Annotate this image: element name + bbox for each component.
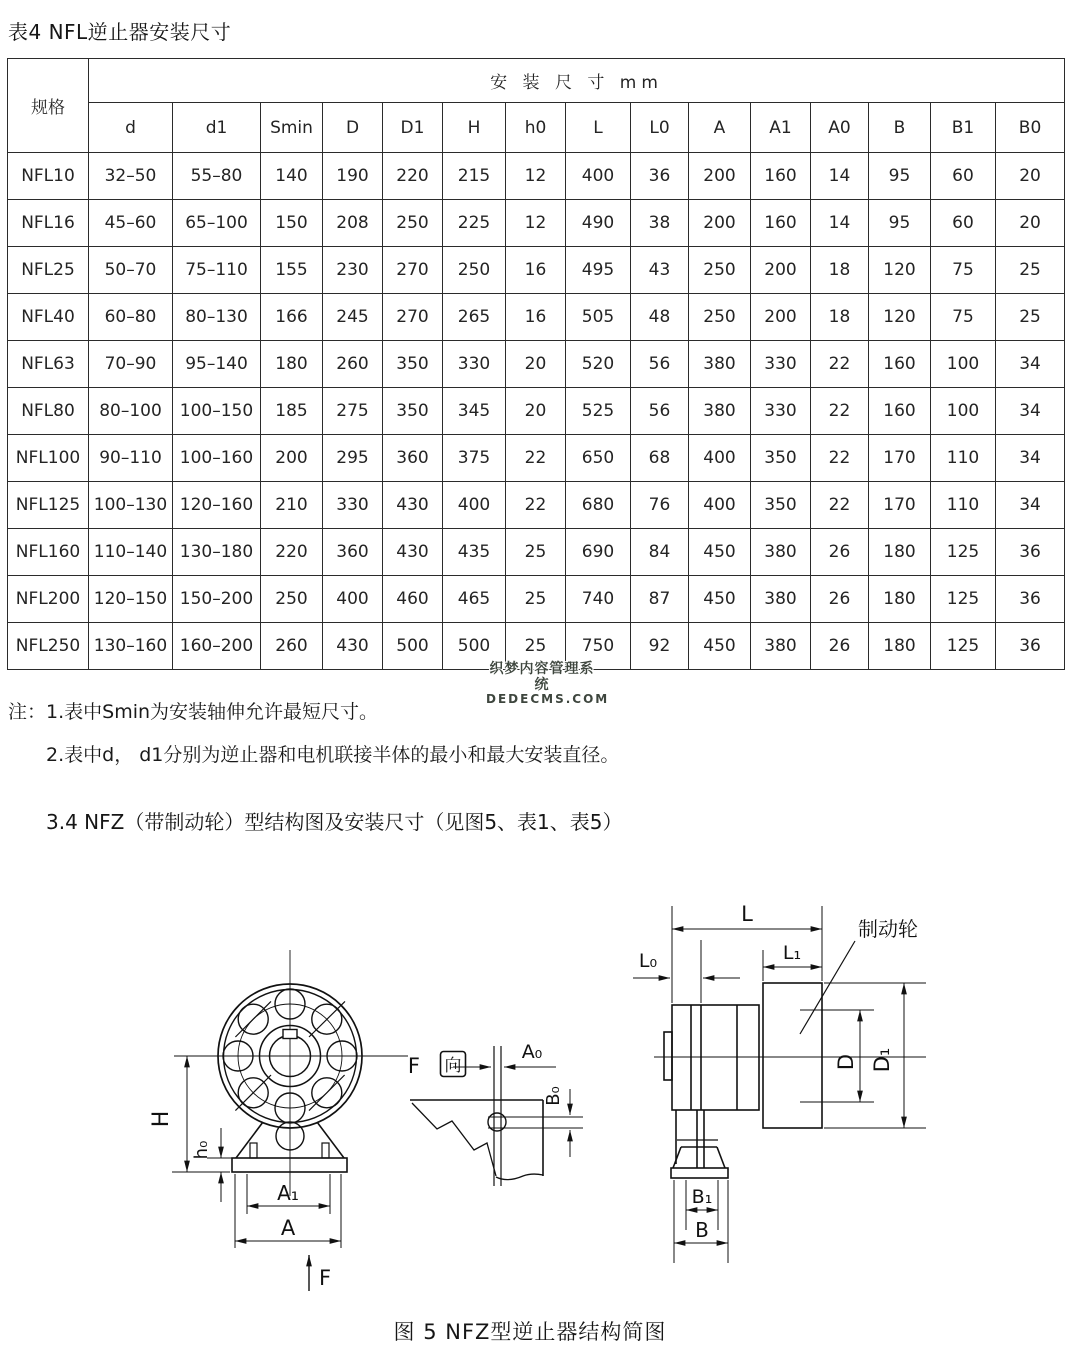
front-bracket (232, 1122, 347, 1172)
table-cell: 400 (689, 435, 751, 482)
table-cell: 360 (383, 435, 443, 482)
table-cell: 750 (566, 623, 631, 670)
table-cell: 55–80 (173, 153, 261, 200)
table-cell: 208 (323, 200, 383, 247)
table-cell: 16 (506, 294, 566, 341)
table-cell: 100–160 (173, 435, 261, 482)
note-line-1-text: 注：1.表中Smin为安装轴伸允许最短尺寸。 (8, 701, 379, 723)
table-cell: 14 (811, 200, 869, 247)
table-cell: 250 (383, 200, 443, 247)
column-header-L0: L0 (631, 103, 689, 153)
table-cell: 26 (811, 576, 869, 623)
note-line-2-text: 2.表中d， d1分别为逆止器和电机联接半体的最小和最大安装直径。 (46, 744, 620, 766)
table-cell: 150–200 (173, 576, 261, 623)
dim-label-L: L (741, 902, 753, 926)
table-cell: 380 (751, 623, 811, 670)
table-cell: 45–60 (89, 200, 173, 247)
table-cell: 34 (996, 341, 1065, 388)
table-cell: 180 (869, 623, 931, 670)
brake-wheel-outline (763, 983, 822, 1128)
row-spec: NFL100 (8, 435, 89, 482)
table-cell: 250 (689, 294, 751, 341)
table-cell: 450 (689, 529, 751, 576)
table-cell: 20 (506, 341, 566, 388)
column-header-D: D (323, 103, 383, 153)
table-cell: 400 (689, 482, 751, 529)
column-header-B1: B1 (931, 103, 996, 153)
table-cell: 36 (996, 576, 1065, 623)
table-cell: 84 (631, 529, 689, 576)
table-cell: 185 (261, 388, 323, 435)
table-cell: 43 (631, 247, 689, 294)
table-cell: 25 (506, 529, 566, 576)
dim-label-A: A (280, 1216, 296, 1240)
column-header-A: A (689, 103, 751, 153)
table-cell: 200 (261, 435, 323, 482)
table-cell: 68 (631, 435, 689, 482)
row-spec: NFL25 (8, 247, 89, 294)
table-cell: 25 (996, 247, 1065, 294)
table-cell: 180 (869, 529, 931, 576)
table-cell: 380 (751, 529, 811, 576)
table-cell: 520 (566, 341, 631, 388)
table-cell: 345 (443, 388, 506, 435)
side-dimensions (633, 906, 926, 1263)
table-cell: 130–180 (173, 529, 261, 576)
table-cell: 360 (323, 529, 383, 576)
table-cell: 100 (931, 388, 996, 435)
table-cell: 350 (751, 435, 811, 482)
table-cell: 350 (383, 341, 443, 388)
dim-label-A0: A₀ (521, 1041, 543, 1063)
table-cell: 275 (323, 388, 383, 435)
table-cell: 180 (869, 576, 931, 623)
row-spec: NFL250 (8, 623, 89, 670)
row-spec: NFL125 (8, 482, 89, 529)
force-arrow-label-F: F (319, 1266, 332, 1290)
section-heading-text: 3.4 NFZ（带制动轮）型结构图及安装尺寸（见图5、表1、表5） (46, 810, 623, 834)
table-cell: 120 (869, 294, 931, 341)
table-cell: 225 (443, 200, 506, 247)
table-cell: 16 (506, 247, 566, 294)
table-cell: 18 (811, 294, 869, 341)
table-cell: 350 (383, 388, 443, 435)
column-header-H: H (443, 103, 506, 153)
table-cell: 56 (631, 341, 689, 388)
table-cell: 200 (689, 153, 751, 200)
table-cell: 250 (261, 576, 323, 623)
column-header-h0: h0 (506, 103, 566, 153)
table-cell: 95–140 (173, 341, 261, 388)
table-cell: 26 (811, 623, 869, 670)
table-cell: 430 (383, 482, 443, 529)
table-cell: 110 (931, 435, 996, 482)
table-cell: 220 (261, 529, 323, 576)
table-cell: 22 (811, 388, 869, 435)
table-cell: 270 (383, 294, 443, 341)
table-cell: 125 (931, 623, 996, 670)
table-cell: 22 (506, 435, 566, 482)
table-cell: 525 (566, 388, 631, 435)
table-cell: 34 (996, 388, 1065, 435)
table-cell: 330 (751, 388, 811, 435)
table-cell: 170 (869, 435, 931, 482)
table-cell: 450 (689, 576, 751, 623)
table-cell: 12 (506, 153, 566, 200)
table-cell: 220 (383, 153, 443, 200)
group-header: 安 装 尺 寸 mm (89, 59, 1065, 103)
table-cell: 495 (566, 247, 631, 294)
table-cell: 87 (631, 576, 689, 623)
table-cell: 690 (566, 529, 631, 576)
table-cell: 490 (566, 200, 631, 247)
table-cell: 400 (566, 153, 631, 200)
row-spec: NFL40 (8, 294, 89, 341)
table-cell: 12 (506, 200, 566, 247)
table-title-text: 表4 NFL逆止器安装尺寸 (8, 20, 232, 44)
table-cell: 48 (631, 294, 689, 341)
dim-label-B0: B₀ (543, 1086, 564, 1106)
table-cell: 60–80 (89, 294, 173, 341)
table-cell: 125 (931, 529, 996, 576)
table-cell: 25 (996, 294, 1065, 341)
figure-caption-text: 图 5 NFZ型逆止器结构简图 (393, 1320, 667, 1344)
table-cell: 120–160 (173, 482, 261, 529)
table-cell: 295 (323, 435, 383, 482)
row-spec: NFL200 (8, 576, 89, 623)
table-cell: 20 (506, 388, 566, 435)
table-cell: 260 (261, 623, 323, 670)
table-cell: 75 (931, 294, 996, 341)
table-cell: 380 (689, 341, 751, 388)
table-cell: 430 (383, 529, 443, 576)
table-cell: 75 (931, 247, 996, 294)
detail-view (408, 1041, 583, 1186)
table-cell: 38 (631, 200, 689, 247)
table-cell: 100 (931, 341, 996, 388)
table-cell: 22 (811, 435, 869, 482)
column-header-L: L (566, 103, 631, 153)
column-header-A1: A1 (751, 103, 811, 153)
table-cell: 65–100 (173, 200, 261, 247)
watermark-line1: 织梦内容管理系统 (489, 661, 595, 694)
row-spec: NFL16 (8, 200, 89, 247)
table-cell: 160–200 (173, 623, 261, 670)
table-cell: 375 (443, 435, 506, 482)
table-cell: 60 (931, 200, 996, 247)
table-cell: 100–150 (173, 388, 261, 435)
table-cell: 36 (996, 529, 1065, 576)
table-cell: 260 (323, 341, 383, 388)
table-cell: 200 (751, 294, 811, 341)
table-cell: 80–130 (173, 294, 261, 341)
table-cell: 125 (931, 576, 996, 623)
table-cell: 155 (261, 247, 323, 294)
table-cell: 110 (931, 482, 996, 529)
dim-label-B1: B₁ (691, 1186, 713, 1208)
front-dimensions (172, 1056, 341, 1291)
table-cell: 34 (996, 482, 1065, 529)
table-cell: 180 (261, 341, 323, 388)
table-cell: 20 (996, 153, 1065, 200)
table-cell: 200 (751, 247, 811, 294)
table-cell: 80–100 (89, 388, 173, 435)
table-cell: 380 (689, 388, 751, 435)
row-spec: NFL160 (8, 529, 89, 576)
row-spec: NFL63 (8, 341, 89, 388)
view-direction-character: 向 (444, 1056, 462, 1076)
front-view (149, 950, 408, 1291)
table-cell: 110–140 (89, 529, 173, 576)
table-cell: 190 (323, 153, 383, 200)
column-header-Smin: Smin (261, 103, 323, 153)
table-cell: 22 (811, 482, 869, 529)
row-spec: NFL10 (8, 153, 89, 200)
dim-label-H: H (149, 1110, 174, 1128)
table-cell: 36 (631, 153, 689, 200)
table-cell: 230 (323, 247, 383, 294)
table-cell: 150 (261, 200, 323, 247)
table-cell: 25 (506, 576, 566, 623)
table-cell: 210 (261, 482, 323, 529)
dim-label-A1: A₁ (277, 1181, 299, 1205)
column-header-d: d (89, 103, 173, 153)
figure-caption (0, 1316, 1060, 1346)
table-cell: 250 (443, 247, 506, 294)
table-cell: 75–110 (173, 247, 261, 294)
table-cell: 350 (751, 482, 811, 529)
side-body-outline (664, 983, 822, 1128)
table-cell: 130–160 (89, 623, 173, 670)
table-cell: 200 (689, 200, 751, 247)
table-cell: 76 (631, 482, 689, 529)
side-view (633, 902, 926, 1263)
table-cell: 90–110 (89, 435, 173, 482)
table-cell: 25 (506, 623, 566, 670)
dim-label-L1: L₁ (782, 942, 802, 964)
table-cell: 160 (751, 153, 811, 200)
table-cell: 100–130 (89, 482, 173, 529)
table-cell: 50–70 (89, 247, 173, 294)
table-cell: 20 (996, 200, 1065, 247)
table-cell: 56 (631, 388, 689, 435)
table-cell: 380 (751, 576, 811, 623)
detail-plate-outline (410, 1100, 543, 1180)
row-spec: NFL80 (8, 388, 89, 435)
column-header-B0: B0 (996, 103, 1065, 153)
table-cell: 330 (443, 341, 506, 388)
table-cell: 22 (811, 341, 869, 388)
table-cell: 270 (383, 247, 443, 294)
dim-label-B: B (695, 1218, 709, 1242)
column-header-B: B (869, 103, 931, 153)
table-cell: 170 (869, 482, 931, 529)
column-header-A0: A0 (811, 103, 869, 153)
spec-column-header: 规格 (8, 59, 89, 153)
table-cell: 95 (869, 153, 931, 200)
table-cell: 465 (443, 576, 506, 623)
table-cell: 450 (689, 623, 751, 670)
table-cell: 70–90 (89, 341, 173, 388)
table-cell: 36 (996, 623, 1065, 670)
column-header-D1: D1 (383, 103, 443, 153)
table-cell: 14 (811, 153, 869, 200)
table-cell: 215 (443, 153, 506, 200)
table-cell: 32–50 (89, 153, 173, 200)
table-cell: 140 (261, 153, 323, 200)
watermark-line2: DEDECMS.COM (486, 692, 610, 707)
table-cell: 500 (383, 623, 443, 670)
detail-dimensions (453, 1067, 583, 1157)
table-cell: 95 (869, 200, 931, 247)
brake-wheel-leader-line (800, 941, 855, 1034)
table-cell: 435 (443, 529, 506, 576)
view-direction-letter: F (407, 1054, 420, 1078)
table-cell: 330 (751, 341, 811, 388)
dim-label-h0: h₀ (191, 1140, 212, 1160)
table-cell: 430 (323, 623, 383, 670)
table-cell: 500 (443, 623, 506, 670)
table-cell: 18 (811, 247, 869, 294)
table-cell: 245 (323, 294, 383, 341)
table-cell: 34 (996, 435, 1065, 482)
table-cell: 330 (323, 482, 383, 529)
dim-label-D: D (834, 1053, 858, 1071)
keyway (283, 1030, 297, 1039)
table-cell: 22 (506, 482, 566, 529)
dim-label-D1: D₁ (870, 1047, 894, 1073)
column-header-d1: d1 (173, 103, 261, 153)
table-cell: 160 (751, 200, 811, 247)
side-bracket (671, 1110, 728, 1178)
table-cell: 400 (323, 576, 383, 623)
table-cell: 60 (931, 153, 996, 200)
table-cell: 250 (689, 247, 751, 294)
table-cell: 740 (566, 576, 631, 623)
table-cell: 26 (811, 529, 869, 576)
table-cell: 160 (869, 341, 931, 388)
table-cell: 166 (261, 294, 323, 341)
table-cell: 650 (566, 435, 631, 482)
brake-wheel-label: 制动轮 (858, 917, 918, 941)
table-cell: 265 (443, 294, 506, 341)
table-cell: 92 (631, 623, 689, 670)
table-cell: 120 (869, 247, 931, 294)
table-cell: 160 (869, 388, 931, 435)
table-cell: 460 (383, 576, 443, 623)
table-cell: 680 (566, 482, 631, 529)
table-cell: 400 (443, 482, 506, 529)
table-cell: 505 (566, 294, 631, 341)
dim-label-L0: L₀ (638, 950, 658, 972)
table-cell: 120–150 (89, 576, 173, 623)
